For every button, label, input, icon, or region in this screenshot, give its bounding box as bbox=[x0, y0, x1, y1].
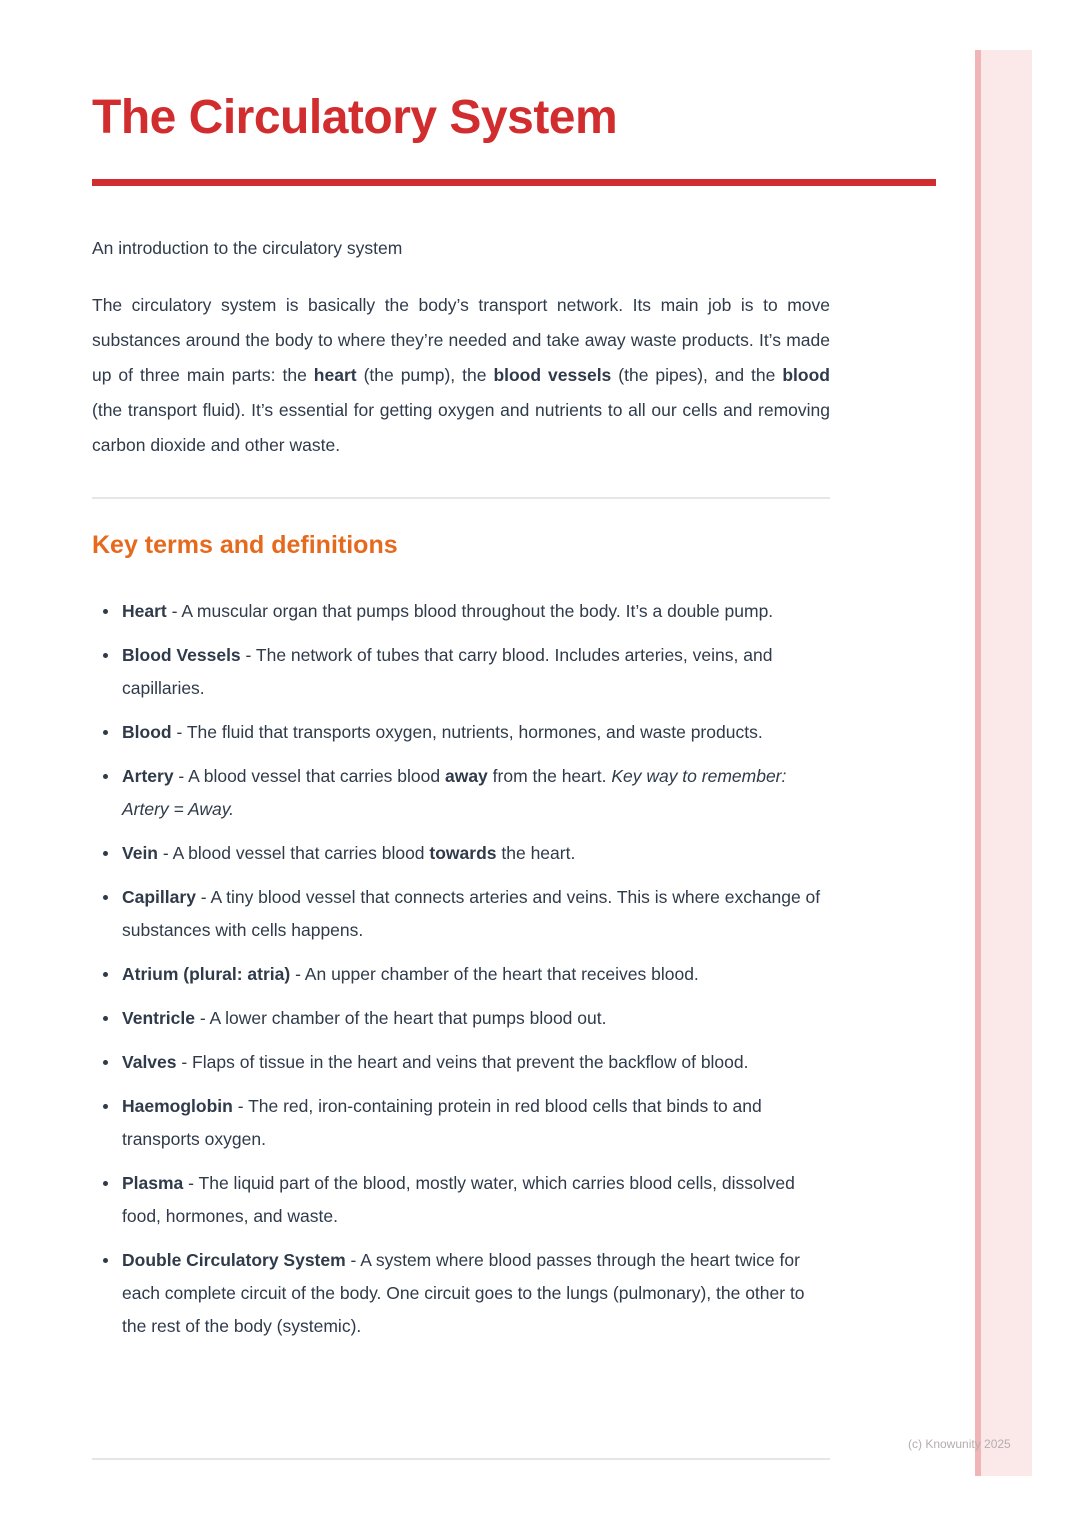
body-text: (the pipes), and the bbox=[611, 364, 783, 385]
intro-paragraph bbox=[92, 288, 830, 463]
emphasized-text: Double Circulatory System bbox=[122, 1249, 346, 1270]
term-item bbox=[92, 1244, 830, 1343]
emphasized-text: Atrium (plural: atria) bbox=[122, 963, 291, 984]
body-text: - The liquid part of the blood, mostly water, which carries blood cells, dissolved food, hormones, and waste. bbox=[122, 1172, 795, 1226]
copyright-text: (c) Knowunity 2025 bbox=[908, 1437, 1011, 1451]
term-item bbox=[92, 595, 830, 628]
body-text: - A tiny blood vessel that connects arteries and veins. This is where exchange of substances with cells happens. bbox=[122, 886, 821, 940]
emphasized-text: Ventricle bbox=[122, 1007, 195, 1028]
emphasized-text: heart bbox=[313, 364, 357, 385]
term-item bbox=[92, 716, 830, 749]
body-text: - A blood vessel that carries blood bbox=[158, 842, 430, 863]
title-underline-rule bbox=[92, 179, 936, 186]
body-text: from the heart. bbox=[487, 765, 612, 786]
body-text: - Flaps of tissue in the heart and veins that prevent the backflow of blood. bbox=[176, 1051, 749, 1072]
section-heading: Key terms and definitions bbox=[92, 530, 398, 559]
body-text: - The fluid that transports oxygen, nutrients, hormones, and waste products. bbox=[171, 721, 763, 742]
body-text: - An upper chamber of the heart that receives blood. bbox=[290, 963, 699, 984]
emphasized-text: Artery bbox=[122, 765, 174, 786]
body-text: - A system where blood passes through the heart twice for each complete circuit of the body. One circuit goes to the lungs (pulmonary), the other to the rest of the body (systemic). bbox=[122, 1249, 805, 1336]
term-item bbox=[92, 881, 830, 947]
body-text: - The red, iron-containing protein in red blood cells that binds to and transports oxygen. bbox=[122, 1095, 762, 1149]
emphasized-text: Vein bbox=[122, 842, 158, 863]
body-text: (the transport fluid). It’s essential for getting oxygen and nutrients to all our cells and removing carbon dioxide and other waste. bbox=[92, 399, 830, 455]
term-item bbox=[92, 639, 830, 705]
section-divider-bottom bbox=[92, 1458, 830, 1460]
term-item bbox=[92, 958, 830, 991]
emphasized-text: blood vessels bbox=[493, 364, 612, 385]
emphasized-text: blood bbox=[782, 364, 830, 385]
emphasized-text: away bbox=[444, 765, 488, 786]
term-item bbox=[92, 1002, 830, 1035]
section-divider-top bbox=[92, 497, 830, 499]
body-text: - A blood vessel that carries blood bbox=[173, 765, 445, 786]
term-item bbox=[92, 837, 830, 870]
emphasized-text: towards bbox=[429, 842, 497, 863]
body-text: the heart. bbox=[496, 842, 576, 863]
key-terms-list bbox=[92, 595, 830, 1343]
body-text: The circulatory system is basically the body’s transport network. Its main job is to move substances around the body to where they’re needed and take away waste products. It’s made up of three main parts: the bbox=[92, 294, 830, 385]
body-text: - A muscular organ that pumps blood throughout the body. It’s a double pump. bbox=[166, 600, 774, 621]
page-title: The Circulatory System bbox=[92, 91, 618, 144]
body-text: (the pump), the bbox=[356, 364, 494, 385]
emphasized-text: Haemoglobin bbox=[122, 1095, 233, 1116]
emphasized-text: Heart bbox=[122, 600, 167, 621]
emphasized-text: Plasma bbox=[122, 1172, 184, 1193]
term-item bbox=[92, 1167, 830, 1233]
emphasized-text: Capillary bbox=[122, 886, 196, 907]
emphasized-text: Blood Vessels bbox=[122, 644, 241, 665]
emphasized-text: Blood bbox=[122, 721, 172, 742]
italic-text: Key way to remember: Artery = Away. bbox=[122, 765, 787, 819]
term-item bbox=[92, 1046, 830, 1079]
body-text: - The network of tubes that carry blood. Includes arteries, veins, and capillaries. bbox=[122, 644, 773, 698]
intro-line: An introduction to the circulatory system bbox=[92, 237, 403, 258]
body-text: - A lower chamber of the heart that pumps blood out. bbox=[194, 1007, 607, 1028]
term-item bbox=[92, 760, 830, 826]
term-item bbox=[92, 1090, 830, 1156]
emphasized-text: Valves bbox=[122, 1051, 177, 1072]
